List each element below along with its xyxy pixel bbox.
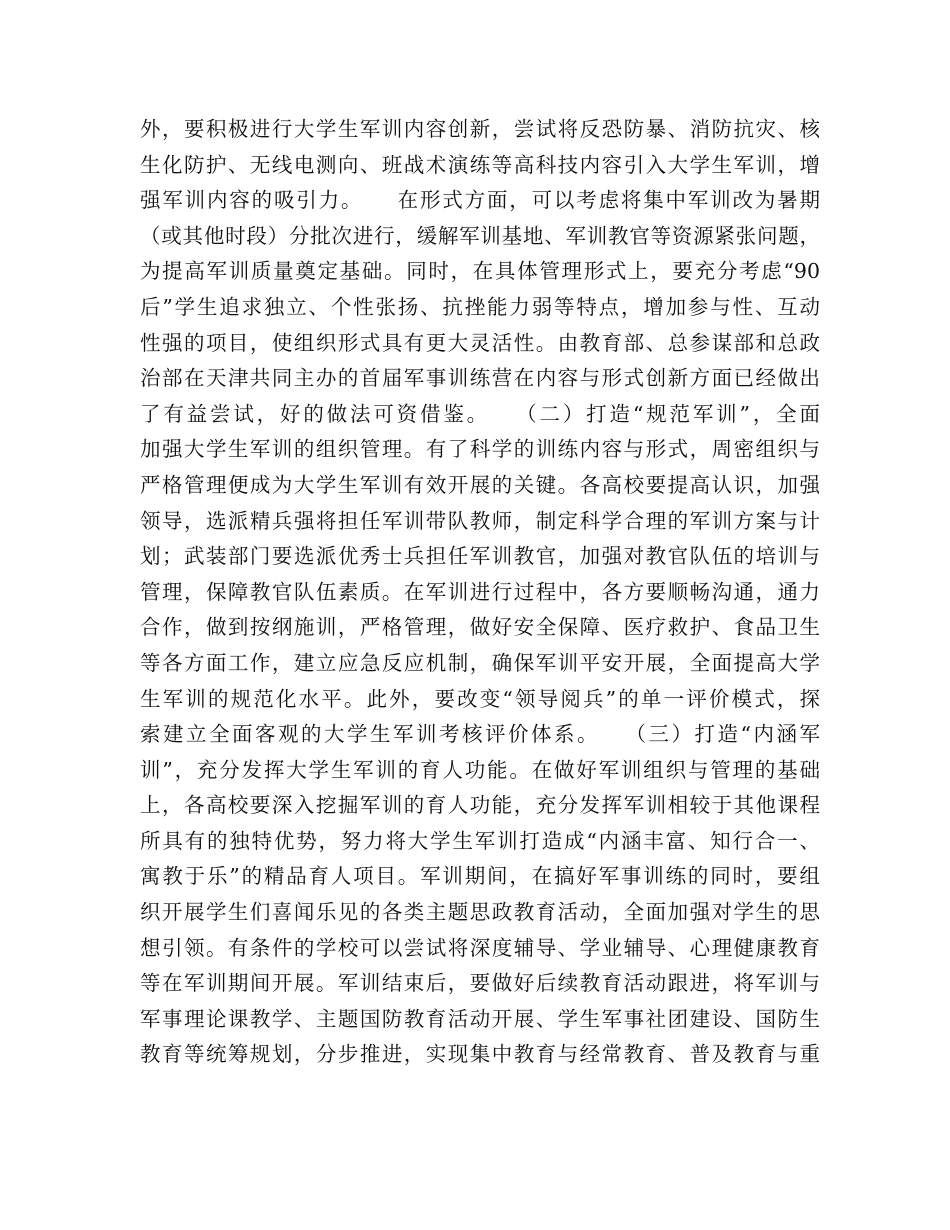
text-line: 加强大学生军训的组织管理。有了科学的训练内容与形式，周密组织与	[140, 437, 820, 462]
text-line: 治部在天津共同主办的首届军事训练营在内容与形式创新方面已经做出	[140, 366, 820, 391]
text-line: 领导，选派精兵强将担任军训带队教师，制定科学合理的军训方案与计	[140, 508, 820, 533]
text-line: 生军训的规范化水平。此外，要改变“领导阅兵”的单一评价模式，探	[140, 686, 820, 711]
text-line: 划；武装部门要选派优秀士兵担任军训教官，加强对教官队伍的培训与	[140, 544, 820, 569]
text-line: 为提高军训质量奠定基础。同时，在具体管理形式上，要充分考虑“90	[140, 259, 820, 284]
text-line: 军事理论课教学、主题国防教育活动开展、学生军事社团建设、国防生	[140, 1006, 820, 1031]
text-line: 教育等统筹规划，分步推进，实现集中教育与经常教育、普及教育与重	[140, 1042, 820, 1067]
text-line: 上，各高校要深入挖掘军训的育人功能，充分发挥军训相较于其他课程	[140, 793, 820, 818]
text-line: 训”，充分发挥大学生军训的育人功能。在做好军训组织与管理的基础	[140, 757, 820, 782]
body-text	[140, 112, 820, 1073]
text-line: （或其他时段）分批次进行，缓解军训基地、军训教官等资源紧张问题，	[140, 223, 820, 248]
text-line: 了有益尝试，好的做法可资借鉴。 （二）打造“规范军训”，全面	[140, 401, 820, 426]
text-line: 性强的项目，使组织形式具有更大灵活性。由教育部、总参谋部和总政	[140, 330, 820, 355]
text-line: 等在军训期间开展。军训结束后，要做好后续教育活动跟进，将军训与	[140, 971, 820, 996]
text-line: 想引领。有条件的学校可以尝试将深度辅导、学业辅导、心理健康教育	[140, 935, 820, 960]
text-line: 织开展学生们喜闻乐见的各类主题思政教育活动，全面加强对学生的思	[140, 900, 820, 925]
text-line: 生化防护、无线电测向、班战术演练等高科技内容引入大学生军训，增	[140, 152, 820, 177]
text-line: 强军训内容的吸引力。 在形式方面，可以考虑将集中军训改为暑期	[140, 188, 820, 213]
text-line: 等各方面工作，建立应急反应机制，确保军训平安开展，全面提高大学	[140, 650, 820, 675]
text-line: 所具有的独特优势，努力将大学生军训打造成“内涵丰富、知行合一、	[140, 828, 820, 853]
text-line: 后”学生追求独立、个性张扬、抗挫能力弱等特点，增加参与性、互动	[140, 294, 820, 319]
text-line: 严格管理便成为大学生军训有效开展的关键。各高校要提高认识，加强	[140, 472, 820, 497]
text-line: 管理，保障教官队伍素质。在军训进行过程中，各方要顺畅沟通，通力	[140, 579, 820, 604]
text-line: 外，要积极进行大学生军训内容创新，尝试将反恐防暴、消防抗灾、核	[140, 117, 820, 141]
text-line: 索建立全面客观的大学生军训考核评价体系。 （三）打造“内涵军	[140, 722, 820, 747]
text-line: 合作，做到按纲施训，严格管理，做好安全保障、医疗救护、食品卫生	[140, 615, 820, 640]
text-line: 寓教于乐”的精品育人项目。军训期间，在搞好军事训练的同时，要组	[140, 864, 820, 889]
